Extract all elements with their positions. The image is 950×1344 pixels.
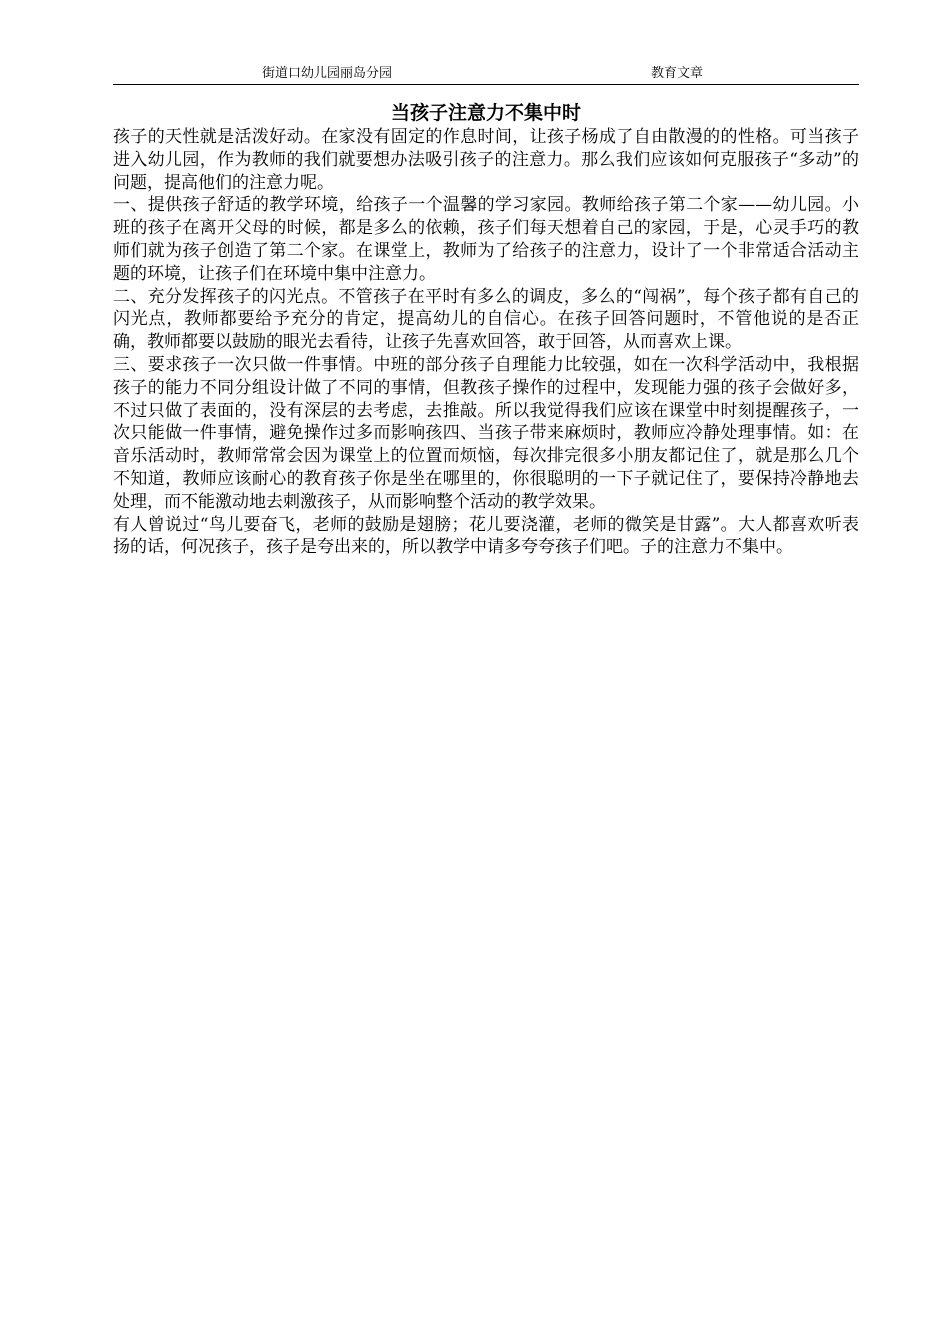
article-title: 当孩子注意力不集中时 (390, 102, 581, 124)
paragraph-intro: 孩子的天性就是活泼好动。在家没有固定的作息时间，让孩子杨成了自由散漫的的性格。可当孩子进入幼儿园，作为教师的我们就要想办法吸引孩子的注意力。那么我们应该如何克服孩子“多动”的问题，提高他们的注意力呢。 (113, 127, 859, 193)
header-school-name: 街道口幼儿园丽岛分园 (262, 66, 393, 81)
page-header (113, 66, 859, 85)
paragraph-section-3: 三、要求孩子一次只做一件事情。中班的部分孩子自理能力比较强，如在一次科学活动中，我根据孩子的能力不同分组设计做了不同的事情，但教孩子操作的过程中，发现能力强的孩子会做好多，不过只做了表面的，没有深层的去考虑，去推敲。所以我觉得我们应该在课堂中时刻提醒孩子，一次只能做一件事情，避免操作过多而影响孩四、当孩子带来麻烦时，教师应冷静处理事情。如：在音乐活动时，教师常常会因为课堂上的位置而烦恼，每次排完很多小朋友都记住了，就是那么几个不知道，教师应该耐心的教育孩子你是坐在哪里的，你很聪明的一下子就记住了，要保持冷静地去处理，而不能激动地去刺激孩子，从而影响整个活动的教学效果。 (113, 354, 859, 512)
paragraph-conclusion: 有人曾说过“鸟儿要奋飞，老师的鼓励是翅膀；花儿要浇灌，老师的微笑是甘露”。大人都喜欢听表扬的话，何况孩子，孩子是夸出来的，所以教学中请多夸夸孩子们吧。子的注意力不集中。 (113, 514, 859, 558)
header-category: 教育文章 (651, 66, 704, 81)
paragraph-section-2: 二、充分发挥孩子的闪光点。不管孩子在平时有多么的调皮，多么的“闯祸”，每个孩子都有自己的闪光点，教师都要给予充分的肯定，提高幼儿的自信心。在孩子回答问题时，不管他说的是否正确，教师都要以鼓励的眼光去看待，让孩子先喜欢回答，敢于回答，从而喜欢上课。 (113, 286, 859, 353)
article-body (113, 126, 859, 559)
paragraph-section-1: 一、提供孩子舒适的教学环境，给孩子一个温馨的学习家园。教师给孩子第二个家——幼儿园。小班的孩子在离开父母的时候，都是多么的依赖，孩子们每天想着自己的家园，于是，心灵手巧的教师们就为孩子创造了第二个家。在课堂上，教师为了给孩子的注意力，设计了一个非常适合活动主题的环境，让孩子们在环境中集中注意力。 (113, 195, 859, 284)
